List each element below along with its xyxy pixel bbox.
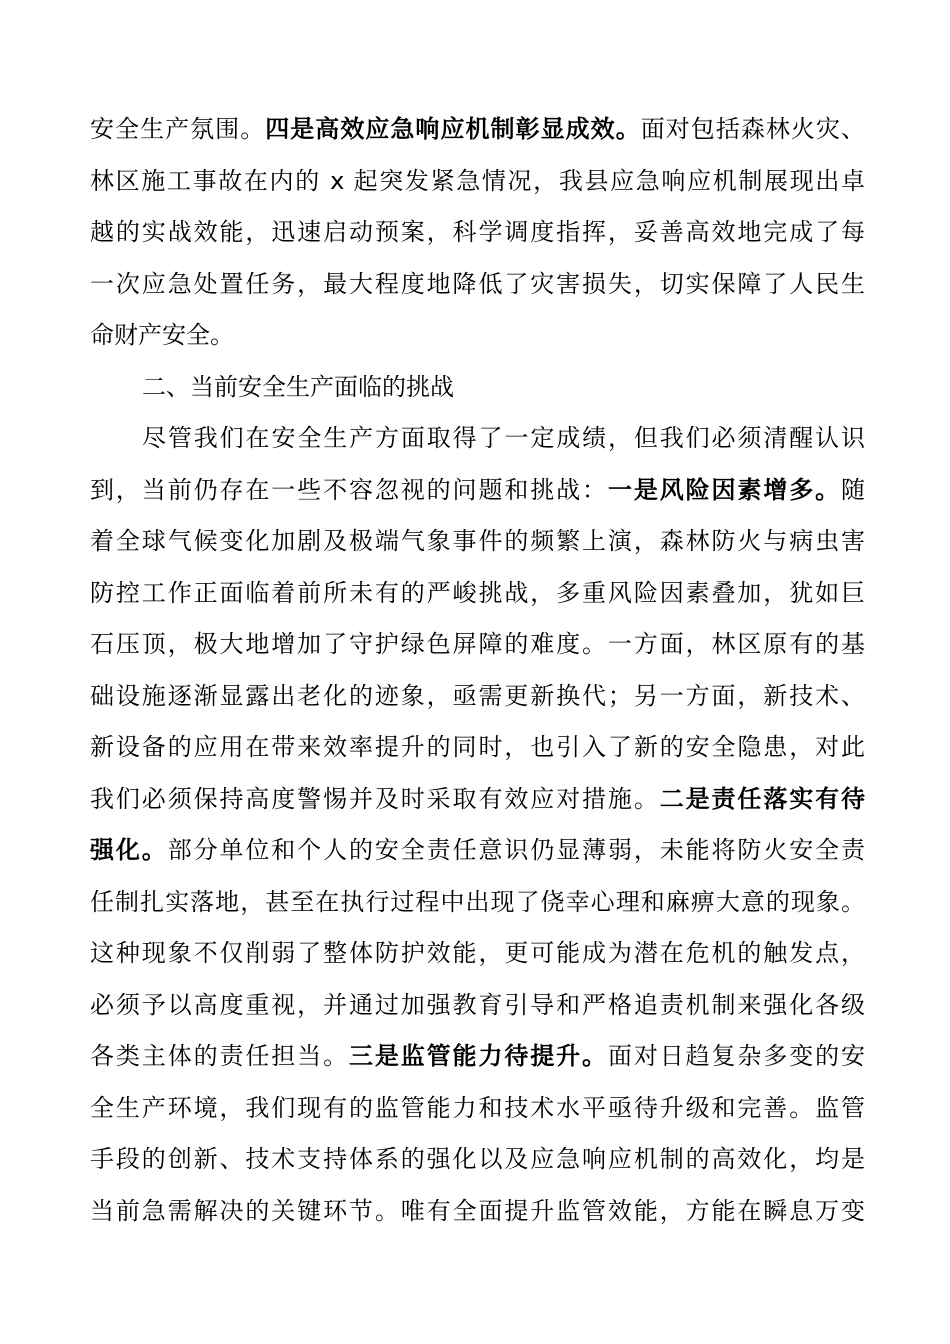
- bold-heading-text: 三是监管能力待提升。: [348, 1042, 608, 1070]
- body-text: 命财产安全。: [90, 321, 234, 349]
- body-text: 全生产环境，我们现有的监管能力和技术水平亟待升级和完善。监管: [90, 1093, 865, 1122]
- body-text: 当前急需解决的关键环节。唯有全面提升监管效能，方能在瞬息万变: [90, 1196, 865, 1225]
- text-line: [90, 928, 865, 980]
- body-text: 面对包括森林火灾、: [640, 115, 866, 143]
- body-text: 尽管我们在安全生产方面取得了一定成绩，但我们必须清醒认识: [142, 424, 865, 452]
- text-line: [90, 207, 865, 259]
- text-line: [90, 877, 865, 929]
- body-text: 防控工作正面临着前所未有的严峻挑战，多重风险因素叠加，犹如巨: [90, 578, 865, 607]
- body-text: 新设备的应用在带来效率提升的同时，也引入了新的安全隐患，对此: [90, 733, 865, 761]
- body-text: 石压顶，极大地增加了守护绿色屏障的难度。一方面，林区原有的基: [90, 630, 865, 658]
- bold-heading-text: 强化。: [90, 836, 168, 864]
- text-line: [90, 1083, 865, 1135]
- text-line: [90, 516, 865, 568]
- body-text: 二、当前安全生产面临的挑战: [142, 372, 454, 401]
- text-line: [90, 671, 865, 723]
- text-line: [90, 980, 865, 1032]
- text-line: [90, 1031, 865, 1083]
- text-line: [90, 619, 865, 671]
- body-text: 林区施工事故在内的 x 起突发紧急情况，我县应急响应机制展现出卓: [90, 166, 865, 195]
- document-body: [90, 104, 865, 1237]
- text-line: [90, 259, 865, 311]
- text-line: [90, 774, 865, 826]
- bold-heading-text: 四是高效应急响应机制彰显成效。: [265, 115, 641, 143]
- body-text: 必须予以高度重视，并通过加强教育引导和严格追责机制来强化各级: [90, 990, 865, 1019]
- text-line: [90, 362, 865, 414]
- body-text: 任制扎实落地，甚至在执行过程中出现了侥幸心理和麻痹大意的现象。: [90, 887, 865, 916]
- body-text: 这种现象不仅削弱了整体防护效能，更可能成为潜在危机的触发点，: [90, 939, 865, 967]
- body-text: 随: [841, 475, 866, 504]
- text-line: [90, 310, 865, 362]
- body-text: 手段的创新、技术支持体系的强化以及应急响应机制的高效化，均是: [90, 1145, 865, 1173]
- text-line: [90, 1134, 865, 1186]
- bold-heading-text: 一是风险因素增多。: [607, 475, 842, 504]
- text-line: [90, 568, 865, 620]
- body-text: 各类主体的责任担当。: [90, 1042, 349, 1070]
- text-line: [90, 722, 865, 774]
- text-line: [90, 156, 865, 208]
- body-text: 着全球气候变化加剧及极端气象事件的频繁上演，森林防火与病虫害: [90, 527, 865, 555]
- text-line: [90, 413, 865, 465]
- body-text: 安全生产氛围。: [90, 115, 266, 143]
- text-line: [90, 465, 865, 517]
- text-line: [90, 825, 865, 877]
- body-text: 面对日趋复杂多变的安: [607, 1042, 866, 1070]
- text-line: [90, 104, 865, 156]
- text-line: [90, 1186, 865, 1238]
- body-text: 越的实战效能，迅速启动预案，科学调度指挥，妥善高效地完成了每: [90, 218, 865, 246]
- body-text: 我们必须保持高度警惕并及时采取有效应对措施。: [90, 784, 660, 813]
- body-text: 部分单位和个人的安全责任意识仍显薄弱，未能将防火安全责: [167, 836, 866, 864]
- body-text: 一次应急处置任务，最大程度地降低了灾害损失，切实保障了人民生: [90, 269, 865, 298]
- body-text: 础设施逐渐显露出老化的迹象，亟需更新换代；另一方面，新技术、: [90, 681, 865, 710]
- bold-heading-text: 二是责任落实有待: [659, 784, 866, 813]
- body-text: 到，当前仍存在一些不容忽视的问题和挑战：: [90, 475, 608, 504]
